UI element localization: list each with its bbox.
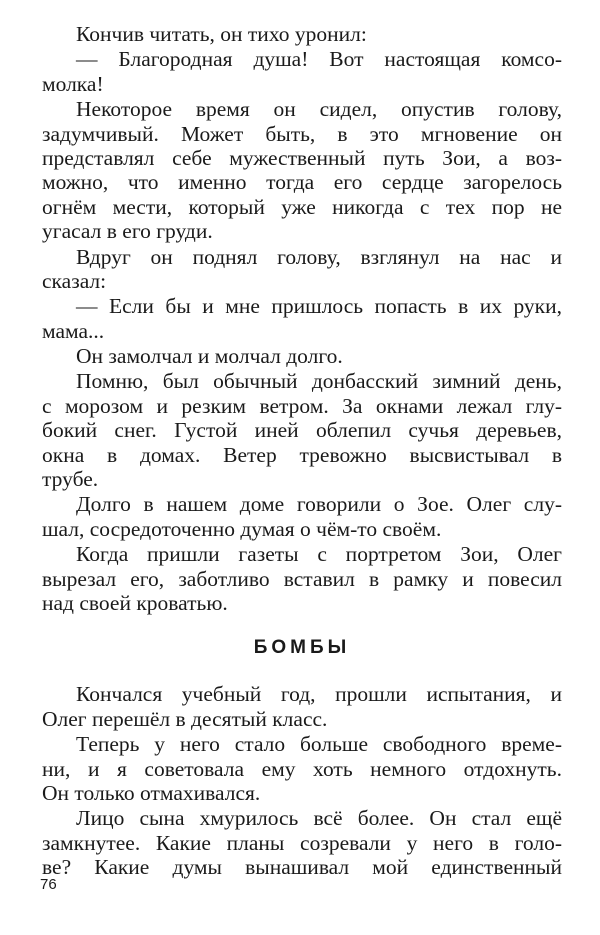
paragraph-p3 <box>42 97 562 243</box>
text-line: окна в домах. Ветер тревожно высвистывал в <box>42 442 562 467</box>
text-line: бокий снег. Густой иней облепил сучья деревьев, <box>42 418 562 443</box>
paragraph-p6 <box>42 344 562 368</box>
text-block-bottom <box>42 682 562 879</box>
text-line: Теперь у него стало больше свободного време- <box>76 732 562 757</box>
text-line: — Если бы и мне пришлось попасть в их руки, <box>76 294 562 319</box>
text-line: Вдруг он поднял голову, взглянул на нас и <box>76 244 562 269</box>
paragraph-p11 <box>42 732 562 805</box>
text-line: Когда пришли газеты с портретом Зои, Олег <box>76 542 562 567</box>
text-line: сказал: <box>42 268 107 293</box>
text-line: с морозом и резким ветром. За окнами лежал глу- <box>42 393 562 418</box>
text-line: ве? Какие думы вынашивал мой единственный <box>42 855 562 880</box>
text-line: трубе. <box>42 467 99 492</box>
text-line: угасал в его груди. <box>42 219 213 244</box>
paragraph-p9 <box>42 542 562 615</box>
text-line: вырезал его, заботливо вставил в рамку и повесил <box>42 566 562 591</box>
paragraph-p12 <box>42 806 562 879</box>
text-line: Кончив читать, он тихо уронил: <box>76 22 367 46</box>
page-number: 76 <box>40 876 57 893</box>
paragraph-p8 <box>42 492 562 541</box>
text-line: Он замолчал и молчал долго. <box>76 344 343 369</box>
text-line: можно, что именно тогда его сердце загорелось <box>42 170 562 195</box>
text-line: над своей кроватью. <box>42 590 228 615</box>
text-line: представлял себе мужественный путь Зои, а воз- <box>42 145 562 170</box>
text-line: задумчивый. Может быть, в это мгновение он <box>42 121 562 146</box>
text-line: ни, и я советовала ему хоть немного отдохнуть. <box>42 756 562 781</box>
paragraph-p10 <box>42 682 562 731</box>
text-block-top <box>42 22 562 615</box>
text-line: Лицо сына хмурилось всё более. Он стал ещё <box>76 806 562 831</box>
text-line: Он только отмахивался. <box>42 780 261 805</box>
text-line: — Благородная душа! Вот настоящая комсо- <box>76 47 562 72</box>
page-body <box>42 22 562 881</box>
text-line: шал, сосредоточенно думая о чём-то своём. <box>42 516 442 541</box>
text-line: мама... <box>42 318 105 343</box>
paragraph-p1 <box>42 22 562 46</box>
text-line: замкнутее. Какие планы созревали у него в голо- <box>42 830 562 855</box>
paragraph-p4 <box>42 245 562 294</box>
paragraph-p7 <box>42 369 562 491</box>
text-line: Олег перешёл в десятый класс. <box>42 706 328 731</box>
text-line: Кончался учебный год, прошли испытания, и <box>76 682 562 707</box>
text-line: огнём мести, который уже никогда с тех пор не <box>42 194 562 219</box>
paragraph-p2 <box>42 47 562 96</box>
section-heading: БОМБЫ <box>253 637 351 659</box>
text-line: Долго в нашем доме говорили о Зое. Олег слу- <box>76 492 562 517</box>
text-line: молка! <box>42 71 104 96</box>
text-line: Некоторое время он сидел, опустив голову, <box>76 97 562 122</box>
text-line: Помню, был обычный донбасский зимний день, <box>76 369 562 394</box>
paragraph-p5 <box>42 294 562 343</box>
